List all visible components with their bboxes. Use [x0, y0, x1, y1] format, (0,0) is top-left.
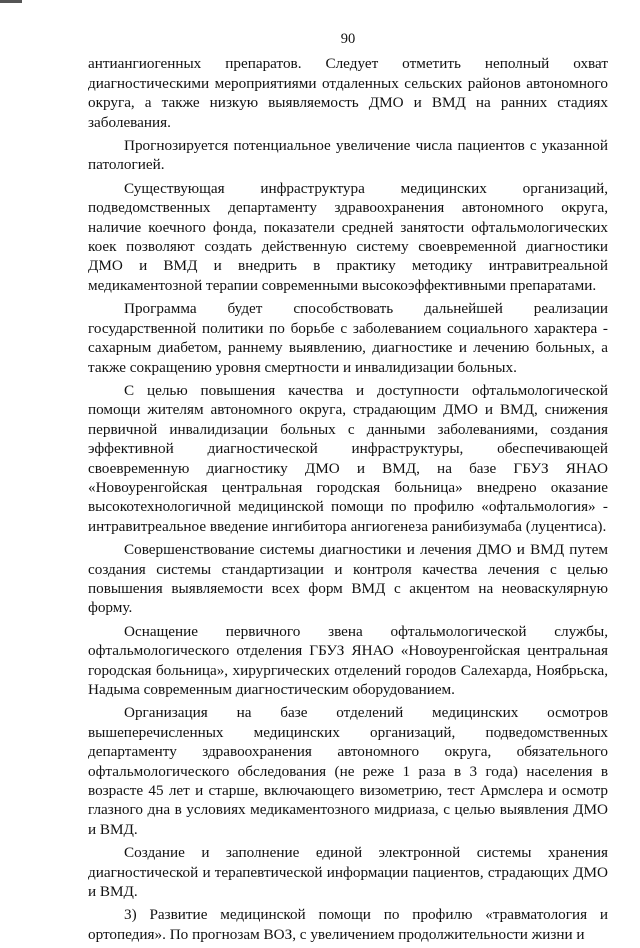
paragraph: Совершенствование системы диагностики и лечения ДМО и ВМД путем создания системы стандартизации и контроля качества лечения с целью повышения выявляемости всех форм ВМД с акцентом на неоваскулярную форму. [88, 541, 608, 617]
page-number: 90 [340, 31, 356, 47]
paragraph: Создание и заполнение единой электронной системы хранения диагностической и терапевтической информации пациентов, страдающих ДМО и ВМД. [88, 844, 608, 901]
paragraph: Прогнозируется потенциальное увеличение числа пациентов с указанной патологией. [88, 137, 608, 174]
scan-corner-mark [0, 0, 22, 3]
paragraph: Организация на базе отделений медицинских осмотров вышеперечисленных медицинских организаций, подведомственных департаменту здравоохранения автономного округа, обязательного офтальмологического обследования (не реже 1 раза в 3 года) населения в возрасте 45 лет и старше, включающего визометрию, тест Армслера и осмотр глазного дна в условиях медикаментозного мидриаза, с целью выявления ДМО и ВМД. [88, 704, 608, 838]
document-page [88, 30, 608, 948]
paragraph: Существующая инфраструктура медицинских организаций, подведомственных департаменту здравоохранения автономного округа, наличие коечного фонда, показатели средней занятости офтальмологических коек позволяют создать действенную систему своевременной диагностики ДМО и ВМД и внедрить в практику методику интравитреальной медикаментозной терапии современными высокоэффективными препаратами. [88, 179, 608, 294]
paragraph: антиангиогенных препаратов. Следует отметить неполный охват диагностическими мероприятиями отдаленных сельских районов автономного округа, а также низкую выявляемость ДМО и ВМД на ранних стадиях заболевания. [88, 55, 608, 131]
paragraph: Программа будет способствовать дальнейшей реализации государственной политики по борьбе с заболеванием социального характера - сахарным диабетом, раннему выявлению, диагностике и лечению больных, а также сокращению уровня смертности и инвалидизации больных. [88, 300, 608, 376]
paragraph: С целью повышения качества и доступности офтальмологической помощи жителям автономного округа, страдающим ДМО и ВМД, снижения первичной инвалидизации больных с данными заболеваниями, создания эффективной диагностической инфраструктуры, обеспечивающей своевременную диагностику ДМО и ВМД, на базе ГБУЗ ЯНАО «Новоуренгойская центральная городская больница» внедрено оказание высокотехнологичной медицинской помощи по профилю «офтальмология» - интравитреальное введение ингибитора ангиогенеза ранибизумаба (луцентиса). [88, 381, 608, 535]
paragraph: 3) Развитие медицинской помощи по профилю «травматология и ортопедия». По прогнозам ВОЗ, с увеличением продолжительности жизни и [88, 906, 608, 943]
paragraph: Оснащение первичного звена офтальмологической службы, офтальмологического отделения ГБУЗ ЯНАО «Новоуренгойская центральная городская больница», хирургических отделений городов Салехарда, Ноябрьска, Надыма современным диагностическим оборудованием. [88, 622, 608, 698]
